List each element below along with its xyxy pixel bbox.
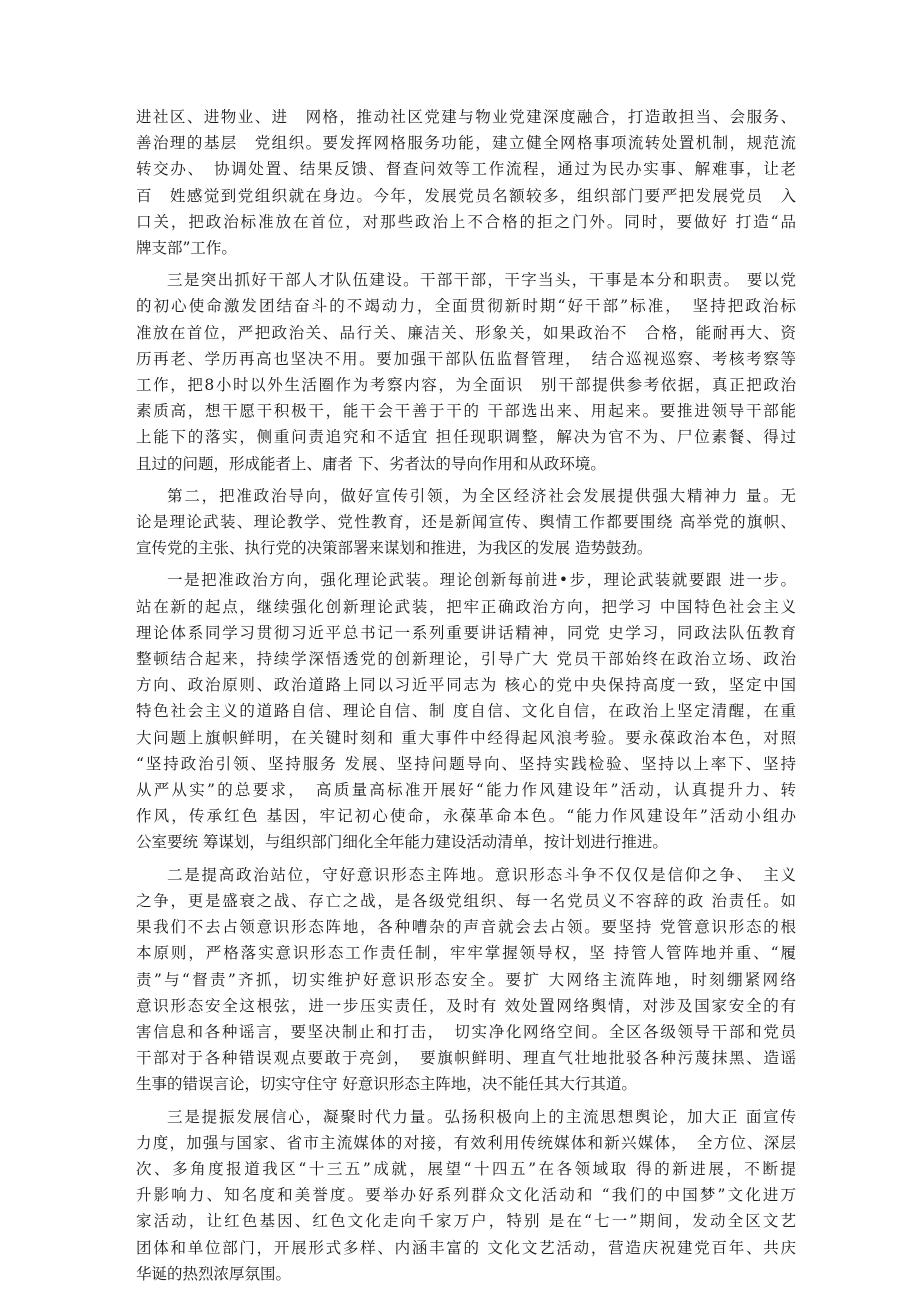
text-line: 宣传党的主张、执行党的决策部署来谋划和推进，为我区的发展 造势鼓劲。 xyxy=(136,539,653,558)
text-line: 大问题上旗帜鲜明，在关键时刻和 重大事件中经得起风浪考验。要永葆政治本色，对照 xyxy=(136,728,796,747)
text-line: 本原则，严格落实意识形态工作责任制，牢牢掌握领导权，坚 持管人管阵地并重、“履 xyxy=(136,944,796,963)
text-line: 华诞的热烈浓厚氛围。 xyxy=(136,1264,292,1283)
text-line: 次、多角度报道我区“十三五”成就，展望“十四五”在各领域取 得的新进展，不断提 xyxy=(136,1159,796,1178)
text-line: 转交办、 协调处置、结果反馈、督查问效等工作流程，通过为民办实事、解难事，让老 xyxy=(136,160,796,179)
text-line: 果我们不去占领意识形态阵地，各种嘈杂的声音就会去占领。要坚持 党管意识形态的根 xyxy=(136,918,796,937)
text-line: 从严从实”的总要求， 高质量高标准开展好“能力作风建设年”活动，认真提升力、转 xyxy=(136,781,796,800)
text-line: 二是提高政治站位，守好意识形态主阵地。意识形态斗争不仅仅是信仰之争、 主义 xyxy=(167,865,796,884)
text-line: 素质高，想干愿干积极干，能干会干善于干的 干部选出来、用起来。要推进领导干部能 xyxy=(136,402,796,421)
text-line: 第二，把准政治导向，做好宣传引领，为全区经济社会发展提供强大精神力 量。无 xyxy=(167,486,796,505)
text-line: 口关，把政治标准放在首位，对那些政治上不合格的拒之门外。同时，要做好 打造“品 xyxy=(136,212,796,231)
text-line: 理论体系同学习贯彻习近平总书记一系列重要讲话精神，同党 史学习，同政法队伍教育 xyxy=(136,623,796,642)
paragraph-theory-arming xyxy=(136,567,796,855)
text-line: 团体和单位部门，开展形式多样、内涵丰富的 文化文艺活动，营造庆祝建党百年、共庆 xyxy=(136,1238,796,1257)
text-line: 历再老、学历再高也坚决不用。要加强干部队伍监督管理， 结合巡视巡察、考核考察等 xyxy=(136,349,796,368)
text-line: 的初心使命激发团结奋斗的不竭动力，全面贯彻新时期“好干部”标准， 坚持把政治标 xyxy=(136,297,796,316)
text-line: 善治理的基层 党组织。要发挥网格服务功能，建立健全网格事项流转处置机制，规范流 xyxy=(136,134,796,153)
text-line: 之争，更是盛衰之战、存亡之战，是各级党组织、每一名党员义不容辞的政 治责任。如 xyxy=(136,891,796,910)
text-line: 方向、政治原则、政治道路上同以习近平同志为 核心的党中央保持高度一致，坚定中国 xyxy=(136,676,796,695)
text-line: “坚持政治引领、坚持服务 发展、坚持问题导向、坚持实践检验、坚持以上率下、坚持 xyxy=(136,754,796,773)
text-line: 牌支部”工作。 xyxy=(136,239,237,258)
paragraph-cadre-talent-team xyxy=(136,267,796,477)
text-line: 害信息和各种谣言，要坚决制止和打击， 切实净化网络空间。全区各级领导干部和党员 xyxy=(136,1022,796,1041)
text-line: 三是提振发展信心，凝聚时代力量。弘扬积极向上的主流思想舆论，加大正 面宣传 xyxy=(167,1107,796,1126)
paragraph-ideology-front xyxy=(136,862,796,1098)
text-line: 特色社会主义的道路自信、理论自信、制 度自信、文化自信，在政治上坚定清醒，在重 xyxy=(136,702,796,721)
text-line: 且过的问题，形成能者上、庸者 下、劣者汰的导向作用和从政环境。 xyxy=(136,454,606,473)
text-line: 干部对于各种错误观点要敢于亮剑， 要旗帜鲜明、理直气壮地批驳各种污蔑抹黑、造谣 xyxy=(136,1049,796,1068)
text-line: 工作，把8小时以外生活圈作为考察内容，为全面识 别干部提供参考依据，真正把政治 xyxy=(136,376,796,395)
text-line: 生事的错误言论，切实守住守 好意识形态主阵地，决不能任其大行其道。 xyxy=(136,1075,637,1094)
paragraph-community-party-building xyxy=(136,104,796,261)
text-line: 意识形态安全这根弦，进一步压实责任，及时有 效处置网络舆情，对涉及国家安全的有 xyxy=(136,996,796,1015)
text-line: 论是理论武装、理论教学、党性教育，还是新闻宣传、舆情工作都要围绕 高举党的旗帜、 xyxy=(136,513,796,532)
text-line: 家活动，让红色基因、红色文化走向千家万户，特别 是在“七一”期间，发动全区文艺 xyxy=(136,1212,796,1231)
text-line: 准放在首位，严把政治关、品行关、廉洁关、形象关，如果政治不 合格，能耐再大、资 xyxy=(136,323,796,342)
text-line: 三是突出抓好干部人才队伍建设。干部干部，干字当头，干事是本分和职责。 要以党 xyxy=(167,271,796,290)
text-line: 站在新的起点，继续强化创新理论武装，把牢正确政治方向，把学习 中国特色社会主义 xyxy=(136,597,796,616)
document-page xyxy=(136,104,796,1293)
text-line: 公室要统 筹谋划，与组织部门细化全年能力建设活动清单，按计划进行推进。 xyxy=(136,833,668,852)
text-line: 进社区、进物业、进 网格，推动社区党建与物业党建深度融合，打造敢担当、会服务、 xyxy=(136,108,796,126)
text-line: 上能下的落实，侧重问责追究和不适宜 担任现职调整，解决为官不为、尸位素餐、得过 xyxy=(136,428,796,447)
text-line: 力度，加强与国家、省市主流媒体的对接，有效利用传统媒体和新兴媒体， 全方位、深层 xyxy=(136,1133,796,1152)
text-line: 升影响力、知名度和美誉度。要举办好系列群众文化活动和 “我们的中国梦”文化进万 xyxy=(136,1186,796,1205)
text-line: 作风，传承红色 基因，牢记初心使命，永葆革命本色。“能力作风建设年”活动小组办 xyxy=(136,807,796,826)
paragraph-political-orientation xyxy=(136,483,796,562)
text-line: 整顿结合起来，持续学深悟透党的创新理论，引导广大 党员干部始终在政治立场、政治 xyxy=(136,650,796,669)
text-line: 责”与“督责”齐抓，切实维护好意识形态安全。要扩 大网络主流阵地，时刻绷紧网络 xyxy=(136,970,796,989)
text-line: 百 姓感觉到党组织就在身边。今年，发展党员名额较多，组织部门要严把发展党员 入 xyxy=(136,186,796,205)
paragraph-development-confidence xyxy=(136,1104,796,1287)
text-line: 一是把准政治方向，强化理论武装。理论创新每前进•步，理论武装就要跟 进一步。 xyxy=(167,571,796,590)
